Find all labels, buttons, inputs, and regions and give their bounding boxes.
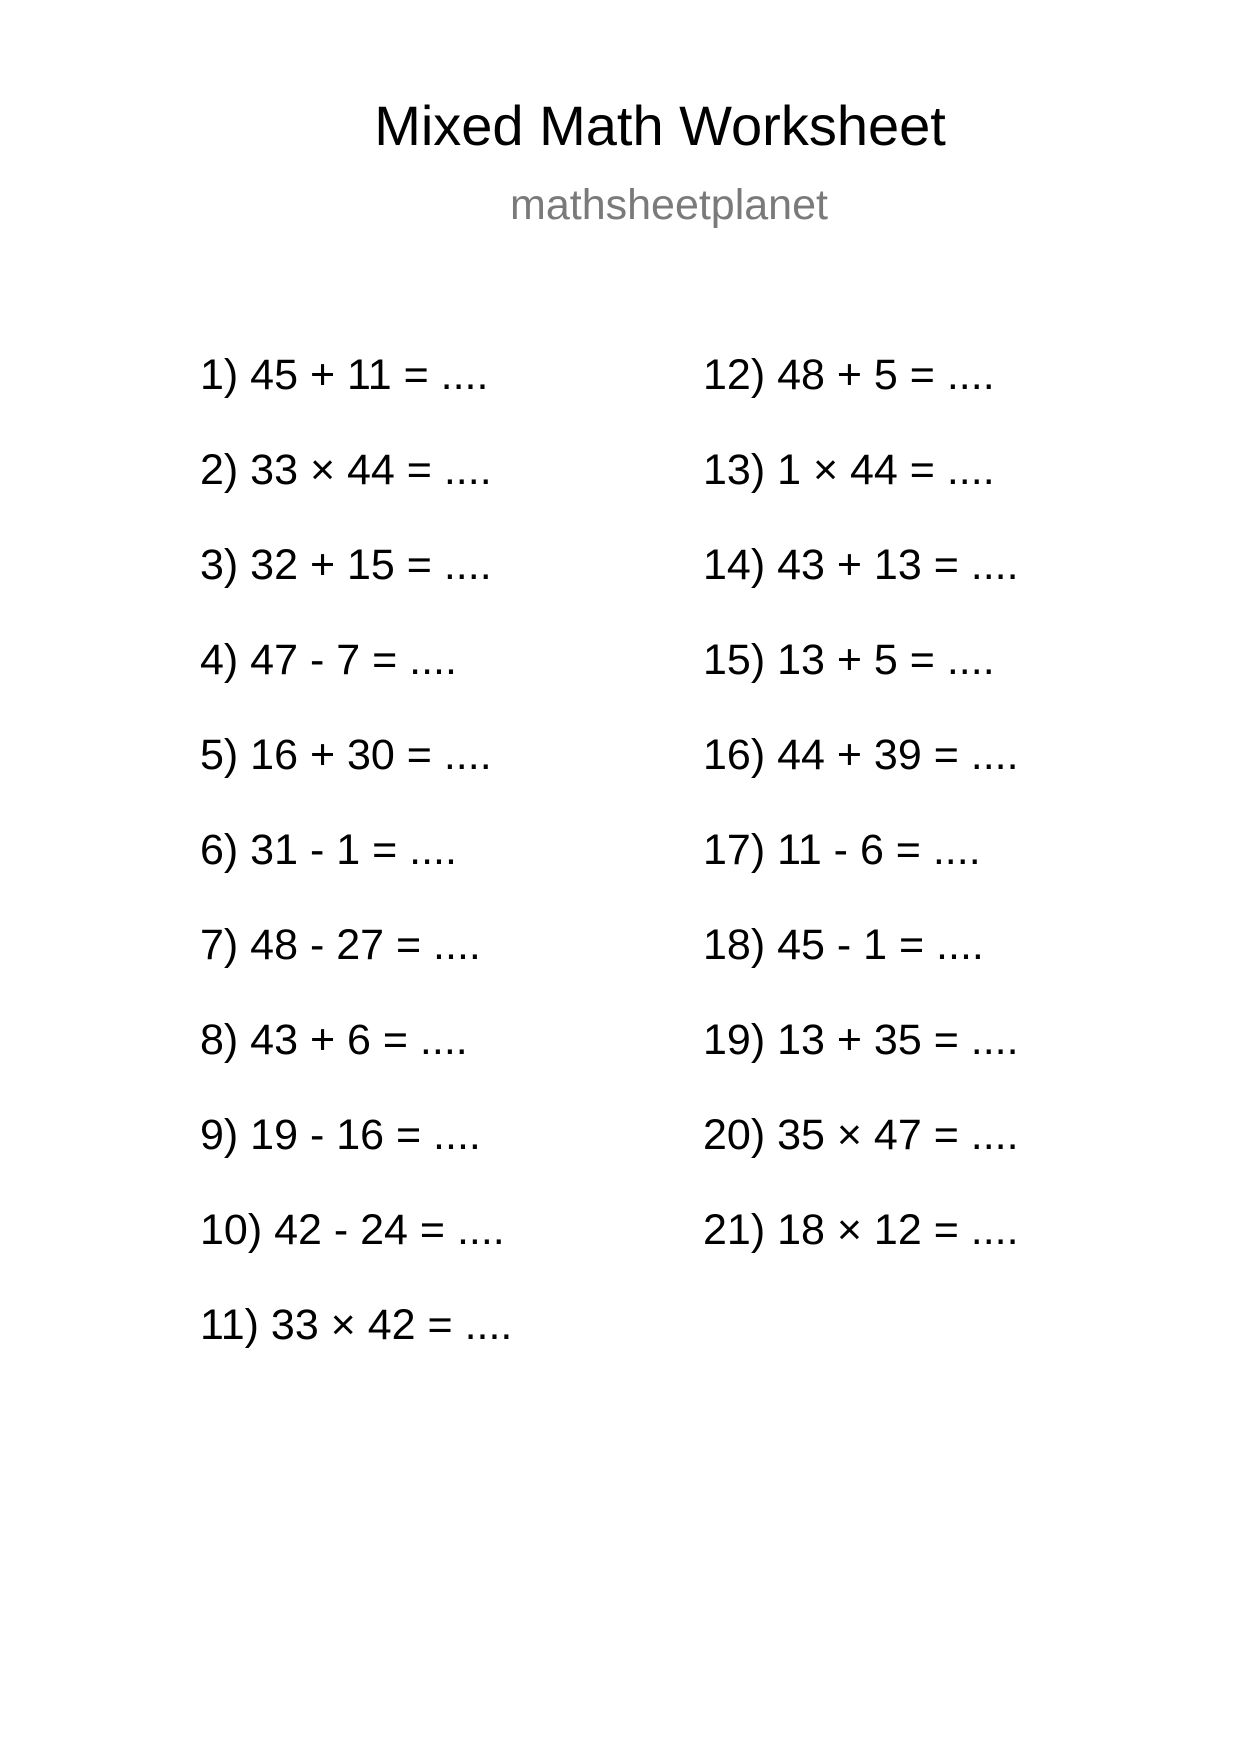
- problem-item: 11) 33 × 42 = ....: [200, 1301, 513, 1349]
- problem-column-left: [200, 351, 512, 1396]
- problem-item: 1) 45 + 11 = ....: [200, 351, 489, 399]
- problem-item: 5) 16 + 30 = ....: [200, 731, 492, 779]
- problem-item: 13) 1 × 44 = ....: [703, 446, 995, 494]
- problem-item: 16) 44 + 39 = ....: [703, 731, 1019, 779]
- problem-item: 8) 43 + 6 = ....: [200, 1016, 468, 1064]
- problem-item: 14) 43 + 13 = ....: [703, 541, 1019, 589]
- problem-item: 6) 31 - 1 = ....: [200, 826, 457, 874]
- problem-item: 7) 48 - 27 = ....: [200, 921, 481, 969]
- worksheet-source: mathsheetplanet: [510, 181, 828, 229]
- problem-item: 10) 42 - 24 = ....: [200, 1206, 505, 1254]
- problem-item: 12) 48 + 5 = ....: [703, 351, 995, 399]
- problem-item: 3) 32 + 15 = ....: [200, 541, 492, 589]
- problem-item: 17) 11 - 6 = ....: [703, 826, 981, 874]
- problem-item: 19) 13 + 35 = ....: [703, 1016, 1019, 1064]
- problem-item: 9) 19 - 16 = ....: [200, 1111, 481, 1159]
- problem-item: 4) 47 - 7 = ....: [200, 636, 457, 684]
- problem-item: 21) 18 × 12 = ....: [703, 1206, 1019, 1254]
- worksheet-title: Mixed Math Worksheet: [374, 94, 946, 157]
- problem-item: 2) 33 × 44 = ....: [200, 446, 492, 494]
- problem-item: 15) 13 + 5 = ....: [703, 636, 995, 684]
- problem-item: 18) 45 - 1 = ....: [703, 921, 984, 969]
- problem-item: 20) 35 × 47 = ....: [703, 1111, 1019, 1159]
- problem-column-right: [703, 351, 1019, 1301]
